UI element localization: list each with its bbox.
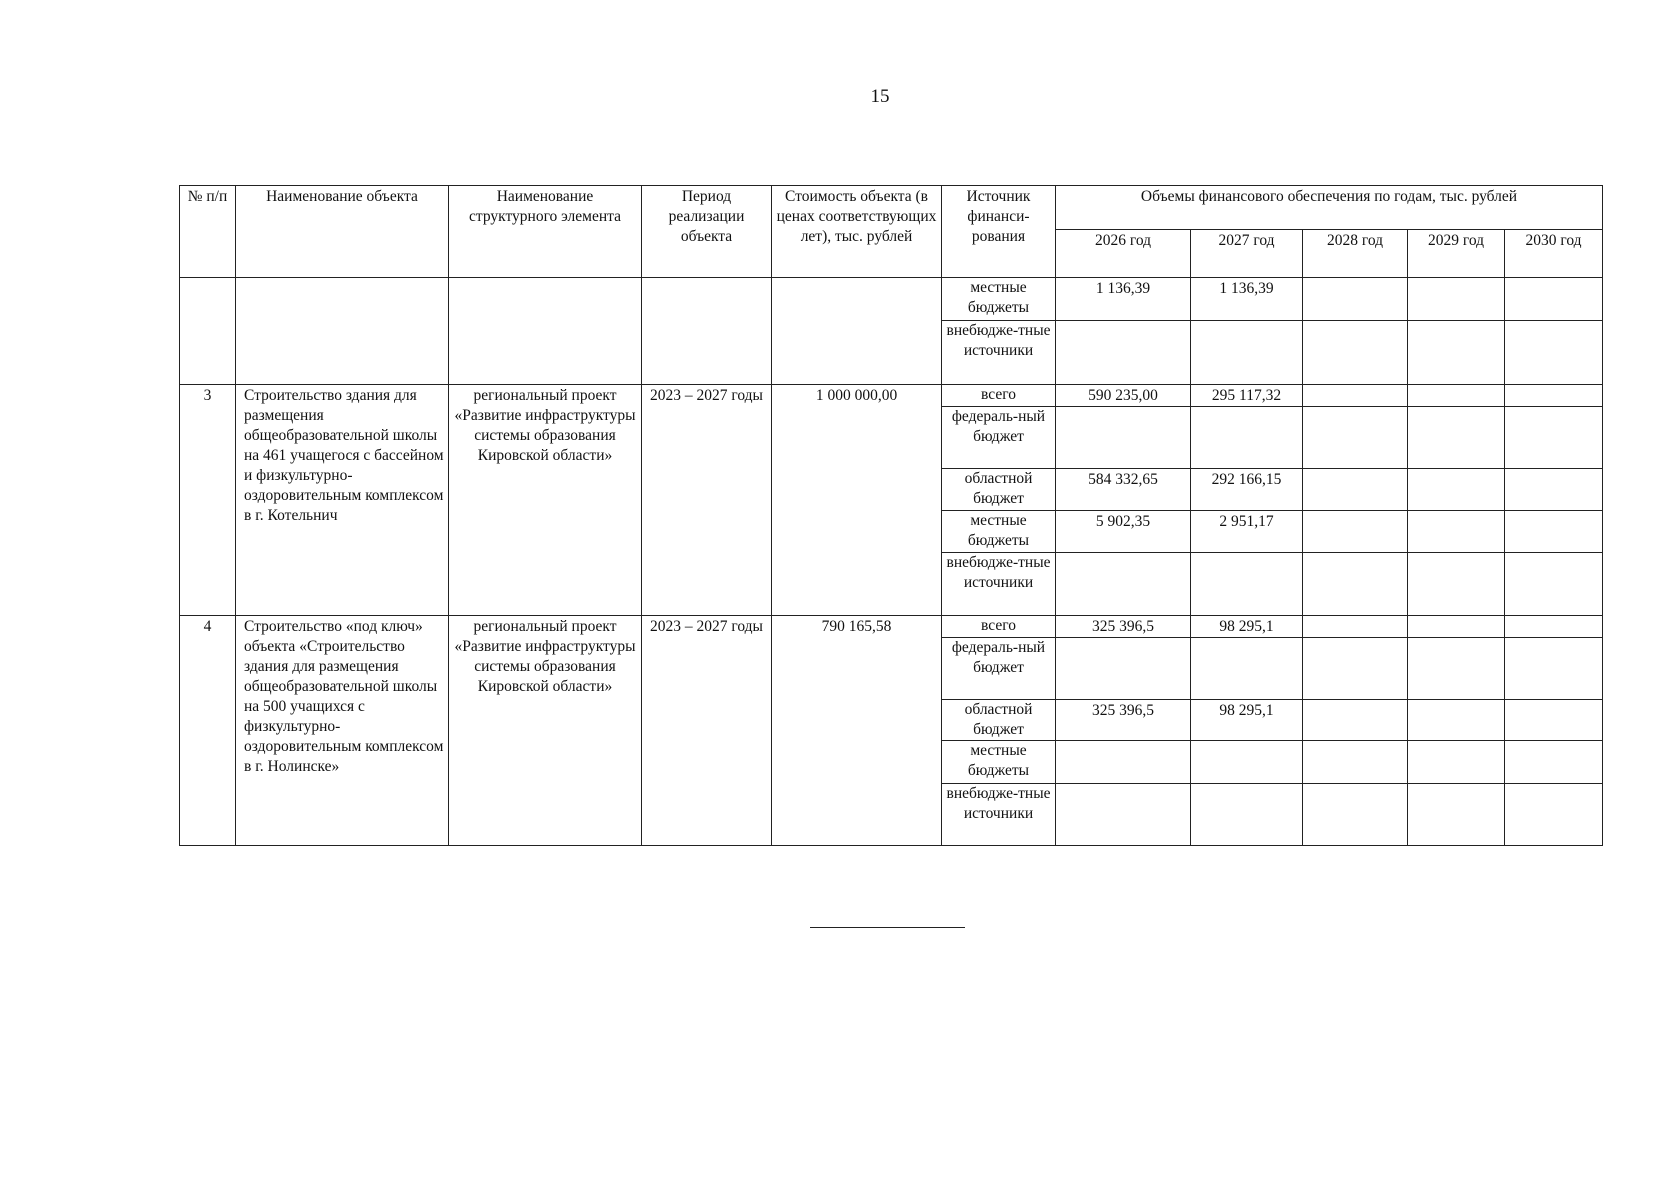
cell-cost: [772, 278, 942, 385]
cell-value: 325 396,5: [1056, 700, 1191, 741]
cell-no: 3: [180, 385, 236, 616]
cell-value: [1056, 741, 1191, 784]
cell-no: 4: [180, 616, 236, 846]
header-year-2026: 2026 год: [1056, 230, 1191, 278]
cell-value: [1303, 553, 1408, 616]
cell-object-name: [236, 278, 449, 385]
cell-period: 2023 – 2027 годы: [642, 385, 772, 616]
cell-value: 98 295,1: [1191, 700, 1303, 741]
cell-source: внебюдже-тные источники: [942, 553, 1056, 616]
cell-value: [1303, 638, 1408, 700]
cell-source: внебюдже-тные источники: [942, 321, 1056, 385]
cell-value: [1191, 321, 1303, 385]
cell-structural-element: [449, 278, 642, 385]
header-year-2027: 2027 год: [1191, 230, 1303, 278]
cell-value: [1191, 784, 1303, 846]
cell-value: [1408, 385, 1505, 407]
cell-value: [1505, 553, 1603, 616]
cell-value: [1505, 385, 1603, 407]
cell-cost: 1 000 000,00: [772, 385, 942, 616]
cell-value: 295 117,32: [1191, 385, 1303, 407]
cell-value: [1303, 321, 1408, 385]
cell-value: [1408, 321, 1505, 385]
cell-value: [1191, 553, 1303, 616]
cell-value: [1505, 321, 1603, 385]
cell-value: 325 396,5: [1056, 616, 1191, 638]
cell-value: [1191, 407, 1303, 469]
cell-value: [1408, 700, 1505, 741]
cell-value: [1505, 407, 1603, 469]
cell-object-name: Строительство «под ключ» объекта «Строительство здания для размещения общеобразовательной школы на 500 учащихся с физкультурно-оздоровительным комплексом в г. Нолинске»: [236, 616, 449, 846]
cell-value: [1056, 553, 1191, 616]
cell-object-name: Строительство здания для размещения общеобразовательной школы на 461 учащегося с бассейном и физкультурно-оздоровительным комплексом в г. Котельнич: [236, 385, 449, 616]
header-no: № п/п: [180, 186, 236, 278]
cell-source: внебюдже-тные источники: [942, 784, 1056, 846]
cell-value: [1056, 407, 1191, 469]
cell-value: [1408, 553, 1505, 616]
cell-value: [1056, 321, 1191, 385]
cell-value: [1408, 407, 1505, 469]
cell-value: [1408, 616, 1505, 638]
cell-cost: 790 165,58: [772, 616, 942, 846]
table-row: [180, 616, 1603, 638]
header-volumes: Объемы финансового обеспечения по годам, тыс. рублей: [1056, 186, 1603, 230]
cell-value: [1303, 700, 1408, 741]
cell-value: [1505, 784, 1603, 846]
cell-period: 2023 – 2027 годы: [642, 616, 772, 846]
cell-value: [1505, 278, 1603, 321]
cell-value: [1505, 638, 1603, 700]
cell-value: [1191, 741, 1303, 784]
cell-structural-element: региональный проект «Развитие инфраструктуры системы образования Кировской области»: [449, 616, 642, 846]
cell-value: 590 235,00: [1056, 385, 1191, 407]
header-year-2030: 2030 год: [1505, 230, 1603, 278]
cell-source: федераль-ный бюджет: [942, 407, 1056, 469]
header-source: Источник финанси-рования: [942, 186, 1056, 278]
header-year-2029: 2029 год: [1408, 230, 1505, 278]
cell-value: [1056, 784, 1191, 846]
table-row: [180, 385, 1603, 407]
cell-value: [1505, 511, 1603, 553]
cell-value: [1303, 278, 1408, 321]
cell-value: [1191, 638, 1303, 700]
cell-value: 98 295,1: [1191, 616, 1303, 638]
table-row: [180, 278, 1603, 321]
cell-value: [1303, 511, 1408, 553]
header-structural-element: Наименование структурного элемента: [449, 186, 642, 278]
page-number: 15: [870, 86, 890, 107]
cell-value: [1303, 469, 1408, 511]
cell-value: 584 332,65: [1056, 469, 1191, 511]
cell-value: [1303, 741, 1408, 784]
cell-value: 2 951,17: [1191, 511, 1303, 553]
cell-value: [1408, 469, 1505, 511]
header-year-2028: 2028 год: [1303, 230, 1408, 278]
header-cost: Стоимость объекта (в ценах соответствующих лет), тыс. рублей: [772, 186, 942, 278]
cell-value: [1505, 700, 1603, 741]
cell-value: 1 136,39: [1056, 278, 1191, 321]
cell-value: [1408, 638, 1505, 700]
cell-value: [1408, 741, 1505, 784]
cell-source: местные бюджеты: [942, 741, 1056, 784]
cell-value: 5 902,35: [1056, 511, 1191, 553]
cell-value: 1 136,39: [1191, 278, 1303, 321]
cell-value: [1303, 385, 1408, 407]
cell-source: областной бюджет: [942, 469, 1056, 511]
cell-period: [642, 278, 772, 385]
cell-structural-element: региональный проект «Развитие инфраструктуры системы образования Кировской области»: [449, 385, 642, 616]
footer-rule: [810, 927, 965, 928]
cell-value: [1505, 616, 1603, 638]
cell-value: [1408, 784, 1505, 846]
cell-value: [1303, 616, 1408, 638]
cell-value: 292 166,15: [1191, 469, 1303, 511]
header-object-name: Наименование объекта: [236, 186, 449, 278]
cell-value: [1303, 407, 1408, 469]
cell-value: [1408, 278, 1505, 321]
cell-value: [1303, 784, 1408, 846]
financing-table: [179, 185, 1603, 846]
cell-source: федераль-ный бюджет: [942, 638, 1056, 700]
cell-no: [180, 278, 236, 385]
cell-source: областной бюджет: [942, 700, 1056, 741]
cell-value: [1056, 638, 1191, 700]
cell-value: [1408, 511, 1505, 553]
cell-source: местные бюджеты: [942, 511, 1056, 553]
cell-value: [1505, 741, 1603, 784]
cell-source: всего: [942, 385, 1056, 407]
cell-source: всего: [942, 616, 1056, 638]
cell-value: [1505, 469, 1603, 511]
cell-source: местные бюджеты: [942, 278, 1056, 321]
header-period: Период реализации объекта: [642, 186, 772, 278]
